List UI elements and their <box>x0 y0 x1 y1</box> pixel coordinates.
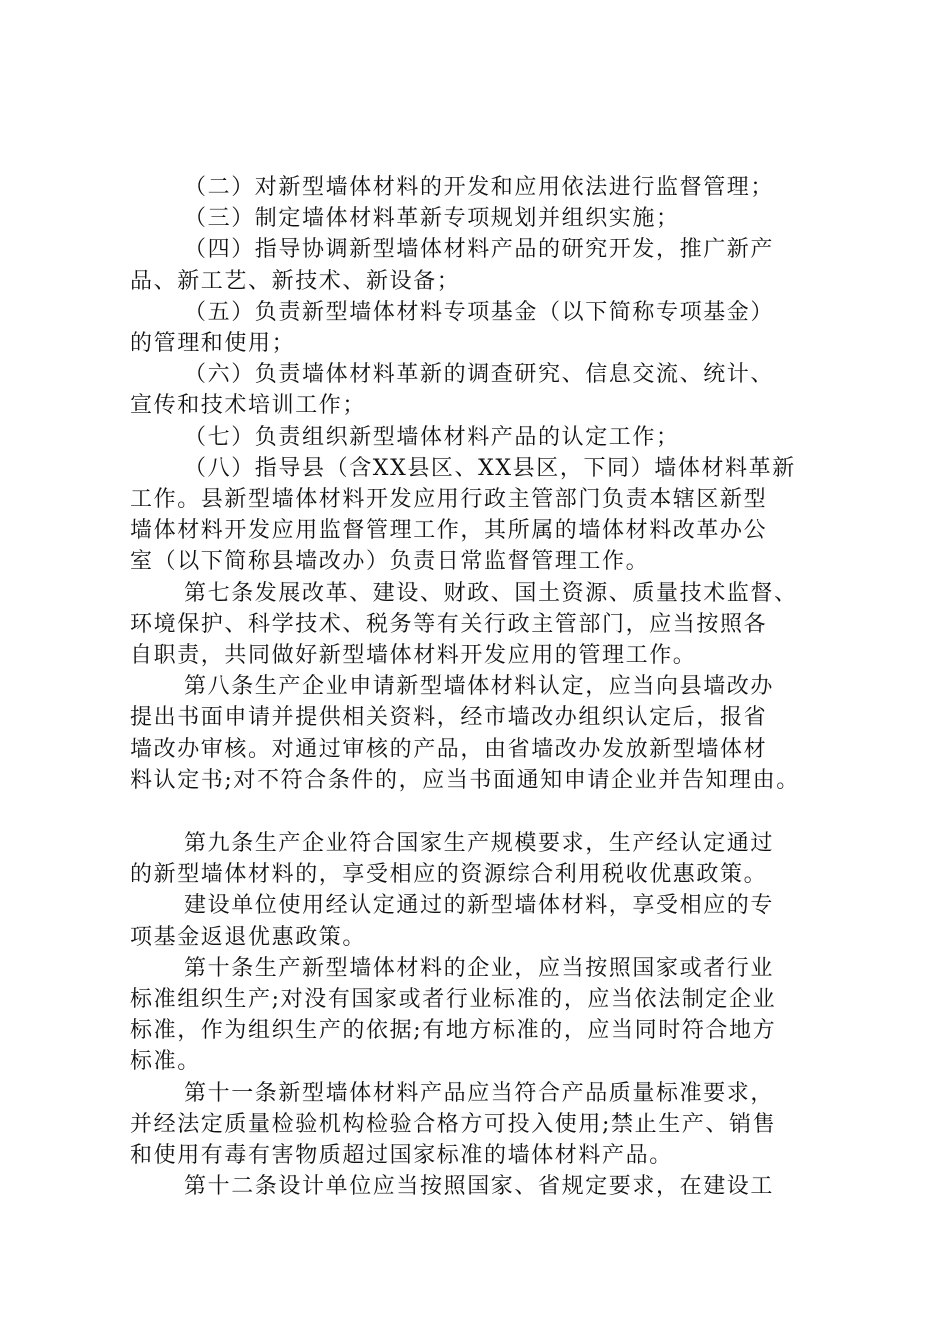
paragraph-item-6 <box>130 359 836 421</box>
text-line: 的管理和使用； <box>130 331 296 357</box>
text-line: 品、新工艺、新技术、新设备； <box>130 268 461 294</box>
text-line: 墙改办审核。对通过审核的产品，由省墙改办发放新型墙体材 <box>130 736 768 762</box>
article-9-clause-2 <box>130 890 836 952</box>
paragraph-item-8 <box>130 453 836 578</box>
paragraph-item-3 <box>130 203 836 234</box>
text-line: 标准。 <box>130 1049 201 1075</box>
text-line: 宣传和技术培训工作； <box>130 393 367 419</box>
text-line: 第十二条设计单位应当按照国家、省规定要求，在建设工 <box>184 1174 775 1200</box>
text-line: 标准组织生产;对没有国家或者行业标准的，应当依法制定企业 <box>130 987 777 1013</box>
text-line: 第八条生产企业申请新型墙体材料认定，应当向县墙改办 <box>184 674 775 700</box>
text-line: 墙体材料开发应用监督管理工作，其所属的墙体材料改革办公 <box>130 518 768 544</box>
text-line: （三）制定墙体材料革新专项规划并组织实施； <box>184 206 680 232</box>
article-7 <box>130 578 836 672</box>
text-line: 的新型墙体材料的，享受相应的资源综合利用税收优惠政策。 <box>130 862 768 888</box>
text-line: 第七条发展改革、建设、财政、国土资源、质量技术监督、 <box>184 580 798 606</box>
text-line: 第九条生产企业符合国家生产规模要求，生产经认定通过 <box>184 831 775 857</box>
article-8 <box>130 671 836 796</box>
text-line: 建设单位使用经认定通过的新型墙体材料，享受相应的专 <box>184 893 775 919</box>
text-line: 第十条生产新型墙体材料的企业，应当按照国家或者行业 <box>184 955 775 981</box>
text-line: 项基金返退优惠政策。 <box>130 924 367 950</box>
paragraph-item-7 <box>130 422 836 453</box>
paragraph-gap <box>130 796 836 828</box>
document-body <box>130 172 836 1203</box>
text-line: （二）对新型墙体材料的开发和应用依法进行监督管理； <box>184 175 775 200</box>
text-line: （八）指导县（含XX县区、XX县区，下同）墙体材料革新 <box>184 455 796 481</box>
text-line: （五）负责新型墙体材料专项基金（以下简称专项基金） <box>184 299 775 325</box>
article-12 <box>130 1171 836 1202</box>
article-9 <box>130 828 836 890</box>
text-line: 并经法定质量检验机构检验合格方可投入使用;禁止生产、销售 <box>130 1111 777 1137</box>
text-line: 工作。县新型墙体材料开发应用行政主管部门负责本辖区新型 <box>130 487 768 513</box>
text-line: 料认定书;对不符合条件的，应当书面通知申请企业并告知理由。 <box>130 767 800 793</box>
text-line: （七）负责组织新型墙体材料产品的认定工作； <box>184 424 680 450</box>
article-10 <box>130 953 836 1078</box>
text-line: 提出书面申请并提供相关资料，经市墙改办组织认定后，报省 <box>130 705 768 731</box>
paragraph-item-4 <box>130 234 836 296</box>
article-11 <box>130 1078 836 1172</box>
paragraph-item-5 <box>130 297 836 359</box>
text-line: 室（以下简称县墙改办）负责日常监督管理工作。 <box>130 549 650 575</box>
text-line: 环境保护、科学技术、税务等有关行政主管部门，应当按照各 <box>130 611 768 637</box>
text-line: （四）指导协调新型墙体材料产品的研究开发，推广新产 <box>184 237 775 263</box>
text-line: （六）负责墙体材料革新的调查研究、信息交流、统计、 <box>184 362 775 388</box>
paragraph-item-2 <box>130 172 836 203</box>
text-line: 标准，作为组织生产的依据;有地方标准的，应当同时符合地方 <box>130 1018 777 1044</box>
text-line: 第十一条新型墙体材料产品应当符合产品质量标准要求， <box>184 1080 775 1106</box>
text-line: 自职责，共同做好新型墙体材料开发应用的管理工作。 <box>130 643 697 669</box>
text-line: 和使用有毒有害物质超过国家标准的墙体材料产品。 <box>130 1143 673 1169</box>
